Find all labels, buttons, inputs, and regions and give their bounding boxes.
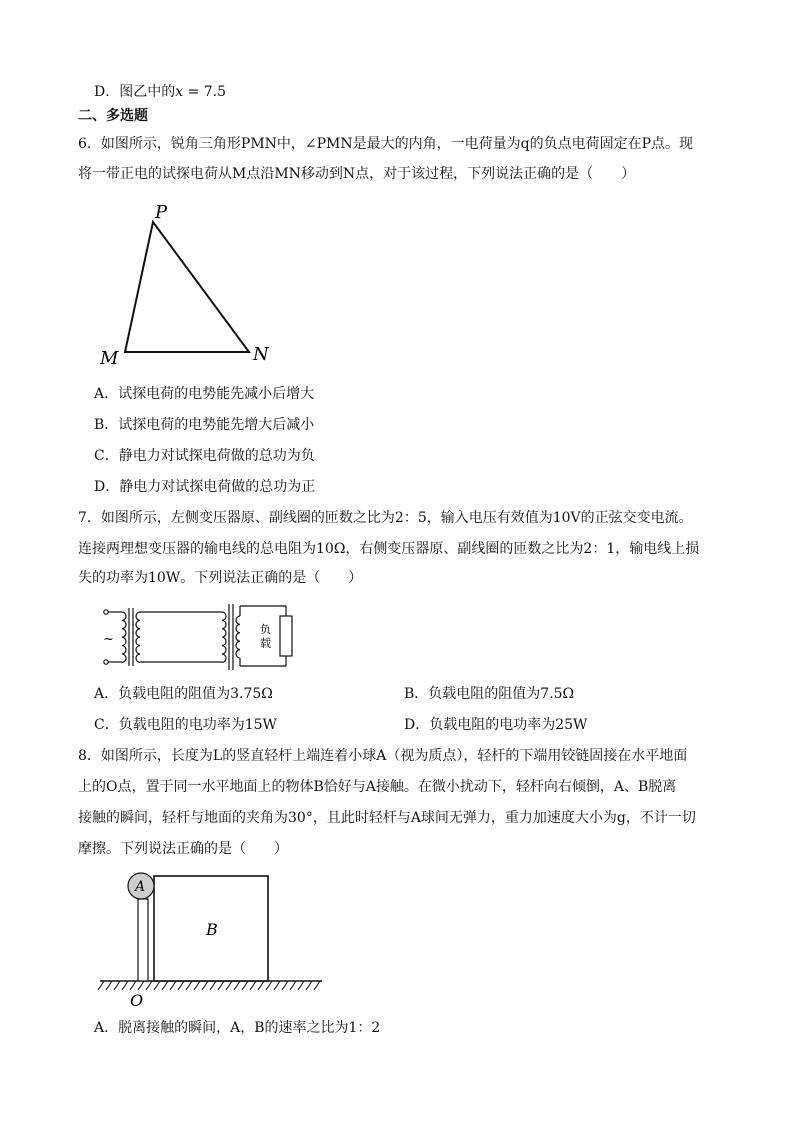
section-heading: 二、多选题	[78, 108, 148, 124]
ac-source-symbol: ~	[103, 632, 114, 647]
q6-triangle-figure	[95, 198, 285, 370]
label-m: M	[100, 348, 119, 369]
load-label-char1: 负	[260, 623, 271, 636]
q6-option-c: C．静电力对试探电荷做的总功为负	[94, 448, 315, 464]
q7-stem-line3: 失的功率为10W。下列说法正确的是（ ）	[78, 570, 363, 586]
triangle-pmn	[125, 222, 249, 352]
label-b: B	[206, 920, 218, 939]
load-resistor	[280, 616, 292, 656]
q5-option-d-var: x	[175, 84, 184, 100]
q8-stem-line4: 摩擦。下列说法正确的是（ ）	[78, 841, 288, 857]
q6-stem-line1: 6．如图所示，锐角三角形PMN中，∠PMN是最大的内角，一电荷量为q的负点电荷固定在P点。现	[78, 136, 694, 152]
label-a: A	[135, 879, 146, 895]
q7-option-d: D．负载电阻的电功率为25W	[404, 717, 588, 733]
q7-option-a: A．负载电阻的阻值为3.75Ω	[94, 686, 273, 702]
q6-stem-line2: 将一带正电的试探电荷从M点沿MN移动到N点，对于该过程，下列说法正确的是（ ）	[78, 166, 636, 182]
q7-option-c: C．负载电阻的电功率为15W	[94, 717, 277, 733]
q7-stem-line1: 7．如图所示，左侧变压器原、副线圈的匝数之比为2：5，输入电压有效值为10V的正弦交变电流。	[78, 510, 693, 526]
q6-option-b: B．试探电荷的电势能先增大后减小	[94, 417, 315, 433]
q6-option-a: A．试探电荷的电势能先减小后增大	[94, 386, 315, 402]
q8-stem-line2: 上的O点，置于同一水平地面上的物体B恰好与A接触。在微小扰动下，轻杆向右倾倒，A、B脱离	[78, 779, 677, 795]
q8-option-a: A．脱离接触的瞬间，A，B的速率之比为1：2	[94, 1020, 381, 1036]
q8-rod-block-figure	[96, 866, 328, 1012]
q8-stem-line1: 8．如图所示，长度为L的竖直轻杆上端连着小球A（视为质点），轻杆的下端用铰链固接在水平地面	[78, 748, 688, 764]
q5-option-d-text: D．图乙中的	[94, 84, 176, 100]
load-label-char2: 载	[260, 637, 271, 650]
q6-option-d: D．静电力对试探电荷做的总功为正	[94, 479, 316, 495]
label-p: P	[155, 202, 168, 223]
q7-transformer-circuit	[100, 600, 305, 672]
q8-stem-line3: 接触的瞬间，轻杆与地面的夹角为30°，且此时轻杆与A球间无弹力，重力加速度大小为g，不计一切	[78, 810, 696, 826]
q5-option-d-value: = 7.5	[183, 84, 227, 100]
q7-stem-line2: 连接两理想变压器的输电线的总电阻为10Ω，右侧变压器原、副线圈的匝数之比为2：1，输电线上损	[78, 541, 700, 557]
q7-option-b: B．负载电阻的阻值为7.5Ω	[404, 686, 575, 702]
ground-hatching	[98, 981, 320, 990]
label-n: N	[253, 344, 269, 365]
q5-option-d	[94, 82, 226, 102]
light-rod	[138, 899, 148, 981]
label-o: O	[130, 991, 144, 1010]
